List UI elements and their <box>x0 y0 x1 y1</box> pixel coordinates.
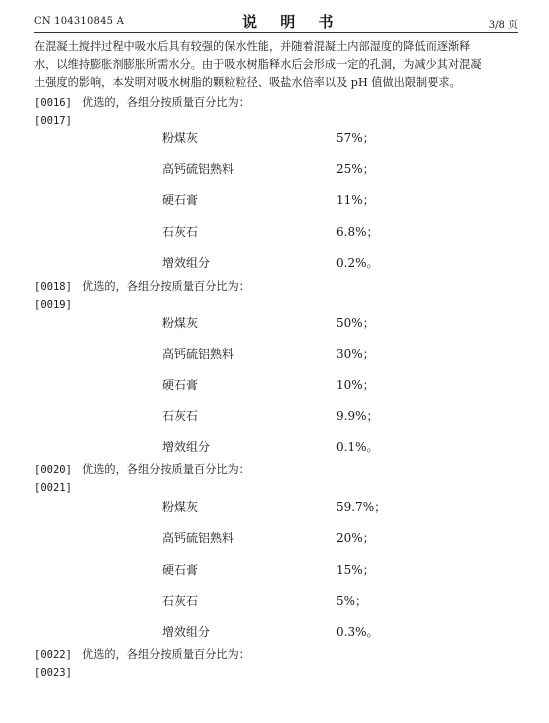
component-name: 增效组分 <box>162 440 211 454</box>
page-header <box>34 10 518 33</box>
paragraph-number: [0020] <box>34 464 72 476</box>
component-name: 粉煤灰 <box>162 316 199 330</box>
component-name: 硬石膏 <box>162 193 199 207</box>
publication-number: CN 104310845 A <box>34 16 125 27</box>
component-value: 0.3%。 <box>336 625 379 639</box>
paragraph-number: [0019] <box>34 299 72 311</box>
component-value: 11%； <box>336 193 375 207</box>
component-value: 10%； <box>336 378 375 392</box>
page-number: 3/8 页 <box>488 20 518 31</box>
component-value: 15%； <box>336 563 375 577</box>
component-value: 30%； <box>336 347 375 361</box>
paragraph-number: [0021] <box>34 482 72 494</box>
intro-line: 在混凝土搅拌过程中吸水后具有较强的保水性能，并随着混凝土内部湿度的降低而逐渐释 <box>34 40 471 53</box>
paragraph-number: [0016] <box>34 97 72 109</box>
paragraph-number: [0017] <box>34 115 72 127</box>
component-value: 57%； <box>336 131 375 145</box>
intro-line: 水，以维持膨胀剂膨胀所需水分。由于吸水树脂释水后会形成一定的孔洞，为减少其对混凝 <box>34 58 482 71</box>
component-name: 石灰石 <box>162 409 199 423</box>
component-name: 硬石膏 <box>162 378 199 392</box>
paragraph-text: 优选的，各组分按质量百分比为： <box>82 96 250 109</box>
component-name: 粉煤灰 <box>162 131 199 145</box>
component-name: 粉煤灰 <box>162 500 199 514</box>
component-name: 高钙硫铝熟料 <box>162 347 235 361</box>
component-value: 20%； <box>336 531 375 545</box>
component-value: 5%； <box>336 594 368 608</box>
intro-line: 土强度的影响，本发明对吸水树脂的颗粒粒径、吸盐水倍率以及 pH 值做出限制要求。 <box>34 76 461 89</box>
component-value: 50%； <box>336 316 375 330</box>
component-name: 石灰石 <box>162 225 199 239</box>
component-name: 增效组分 <box>162 625 211 639</box>
paragraph-number: [0018] <box>34 281 72 293</box>
component-value: 59.7%； <box>336 500 387 514</box>
component-name: 增效组分 <box>162 256 211 270</box>
paragraph-number: [0022] <box>34 649 72 661</box>
component-value: 9.9%； <box>336 409 379 423</box>
paragraph-text: 优选的，各组分按质量百分比为： <box>82 463 250 476</box>
component-value: 6.8%； <box>336 225 379 239</box>
paragraph-text: 优选的，各组分按质量百分比为： <box>82 648 250 661</box>
component-name: 高钙硫铝熟料 <box>162 531 235 545</box>
paragraph-number: [0023] <box>34 667 72 679</box>
component-name: 高钙硫铝熟料 <box>162 162 235 176</box>
component-value: 25%； <box>336 162 375 176</box>
component-value: 0.1%。 <box>336 440 379 454</box>
document-title: 说 明 书 <box>242 13 343 31</box>
component-name: 硬石膏 <box>162 563 199 577</box>
component-value: 0.2%。 <box>336 256 379 270</box>
paragraph-text: 优选的，各组分按质量百分比为： <box>82 280 250 293</box>
component-name: 石灰石 <box>162 594 199 608</box>
